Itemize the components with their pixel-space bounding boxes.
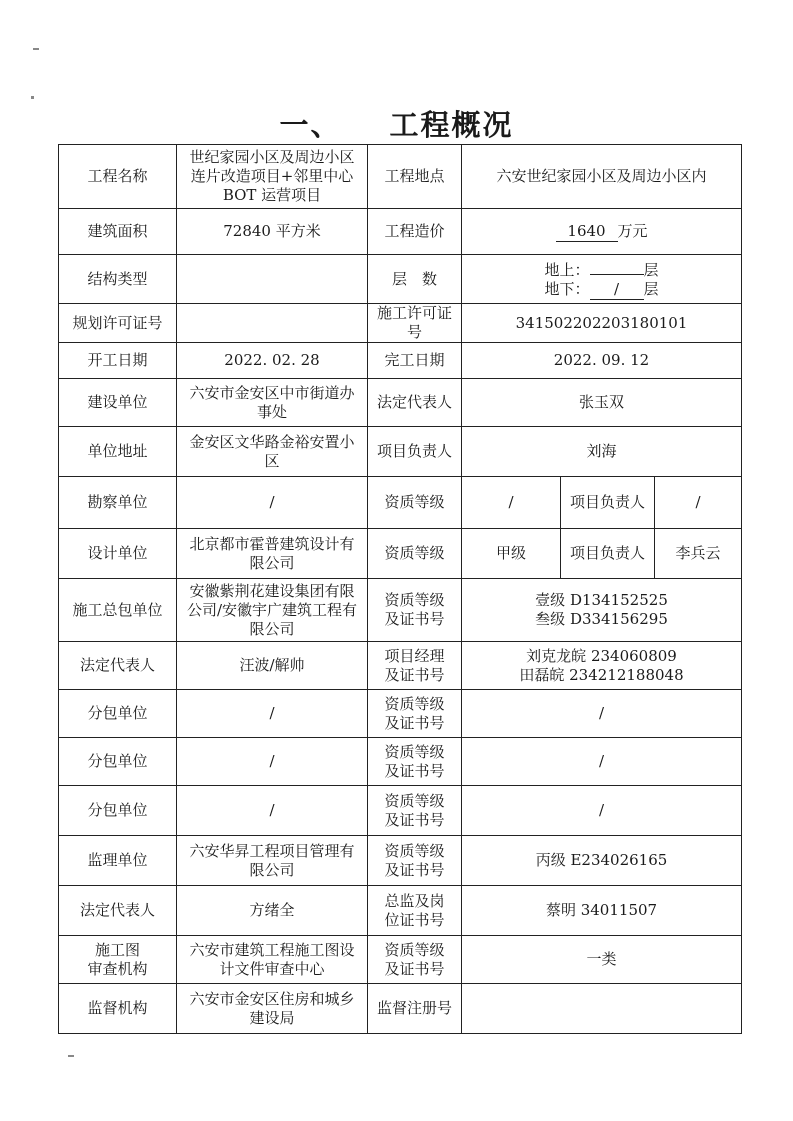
design-grade-label: 资质等级	[368, 529, 462, 579]
project-cost-cell	[462, 209, 742, 255]
construction-permit-value: 341502202203180101	[462, 304, 742, 343]
supervision-legal-rep-label: 法定代表人	[59, 886, 177, 936]
subcontractor-2-label: 分包单位	[59, 738, 177, 786]
survey-unit-value: /	[177, 477, 368, 529]
supervision-grade-label	[368, 836, 462, 886]
supervision-grade-value: 丙级 E234026165	[462, 836, 742, 886]
subcontractor-1-label: 分包单位	[59, 690, 177, 738]
subcontractor-2-grade-value: /	[462, 738, 742, 786]
project-manager-label	[368, 642, 462, 690]
table-row	[59, 343, 742, 379]
table-row	[59, 529, 742, 579]
survey-lead-value: /	[655, 477, 742, 529]
review-agency-label	[59, 936, 177, 984]
design-lead-label: 项目负责人	[561, 529, 655, 579]
project-cost-value: 1640	[556, 222, 618, 242]
builder-value: 六安市金安区中市街道办事处	[177, 379, 368, 427]
project-name-label: 工程名称	[59, 145, 177, 209]
review-grade-label	[368, 936, 462, 984]
supervision-grade-label-line1: 资质等级	[384, 841, 445, 860]
table-row	[59, 427, 742, 477]
builder-project-lead-label: 项目负责人	[368, 427, 462, 477]
subcontractor-1-grade-label-line1: 资质等级	[384, 694, 445, 713]
contractor-grade-value-line1: 壹级 D134152525	[535, 591, 668, 609]
contractor-grade-label-line2: 及证书号	[384, 610, 445, 628]
review-agency-label-line1: 施工图	[94, 940, 140, 959]
floor-unit: 层	[643, 261, 659, 279]
project-location-value: 六安世纪家园小区及周边小区内	[462, 145, 742, 209]
subcontractor-1-value: /	[177, 690, 368, 738]
contractor-legal-rep-label: 法定代表人	[59, 642, 177, 690]
end-date-value: 2022. 09. 12	[462, 343, 742, 379]
subcontractor-3-value: /	[177, 786, 368, 836]
chief-supervisor-label-line2: 位证书号	[384, 910, 445, 929]
table-row	[59, 209, 742, 255]
subcontractor-1-grade-label-line2: 及证书号	[384, 713, 445, 732]
structure-type-value	[177, 255, 368, 304]
page-title	[0, 103, 793, 144]
table-row	[59, 477, 742, 529]
review-agency-label-line2: 审查机构	[87, 959, 148, 978]
floors-cell	[462, 255, 742, 304]
table-row	[59, 936, 742, 984]
above-ground-label: 地上：	[544, 261, 590, 279]
contractor-grade-label	[368, 579, 462, 642]
table-row	[59, 886, 742, 936]
builder-legal-rep-label: 法定代表人	[368, 379, 462, 427]
table-row	[59, 255, 742, 304]
subcontractor-2-value: /	[177, 738, 368, 786]
table-row	[59, 738, 742, 786]
contractor-value: 安徽紫荆花建设集团有限公司/安徽宇广建筑工程有限公司	[177, 579, 368, 642]
project-name-value: 世纪家园小区及周边小区连片改造项目+邻里中心BOT 运营项目	[177, 145, 368, 209]
scan-mark	[31, 96, 34, 99]
project-manager-label-line2: 及证书号	[384, 665, 445, 684]
table-row	[59, 579, 742, 642]
project-overview-table	[58, 144, 742, 1034]
table-row	[59, 304, 742, 343]
chief-supervisor-value: 蔡明 34011507	[462, 886, 742, 936]
title-number: 一、	[279, 108, 342, 142]
project-location-label: 工程地点	[368, 145, 462, 209]
supervision-legal-rep-value: 方绪全	[177, 886, 368, 936]
supervisory-agency-value: 六安市金安区住房和城乡建设局	[177, 984, 368, 1034]
table-row	[59, 836, 742, 886]
supervision-grade-label-line2: 及证书号	[384, 860, 445, 879]
survey-grade-value: /	[462, 477, 561, 529]
project-manager-value-line2: 田磊皖 234212188048	[519, 665, 684, 684]
scan-mark	[33, 48, 39, 50]
building-area-label: 建筑面积	[59, 209, 177, 255]
design-unit-label: 设计单位	[59, 529, 177, 579]
builder-label: 建设单位	[59, 379, 177, 427]
supervision-registration-value	[462, 984, 742, 1034]
building-area-value: 72840 平方米	[177, 209, 368, 255]
table-row	[59, 642, 742, 690]
design-unit-value: 北京都市霍普建筑设计有限公司	[177, 529, 368, 579]
supervision-registration-label: 监督注册号	[368, 984, 462, 1034]
floors-label: 层 数	[368, 255, 462, 304]
above-ground-value	[590, 258, 644, 275]
below-ground-value: /	[590, 280, 644, 300]
supervisory-agency-label: 监督机构	[59, 984, 177, 1034]
contractor-grade-value-line2: 叁级 D334156295	[535, 610, 668, 628]
unit-address-value: 金安区文华路金裕安置小区	[177, 427, 368, 477]
below-ground-label: 地下：	[544, 280, 590, 298]
survey-grade-label: 资质等级	[368, 477, 462, 529]
design-grade-value: 甲级	[462, 529, 561, 579]
chief-supervisor-label	[368, 886, 462, 936]
subcontractor-2-grade-label	[368, 738, 462, 786]
start-date-value: 2022. 02. 28	[177, 343, 368, 379]
subcontractor-2-grade-label-line1: 资质等级	[384, 742, 445, 761]
review-agency-value: 六安市建筑工程施工图设计文件审查中心	[177, 936, 368, 984]
start-date-label: 开工日期	[59, 343, 177, 379]
table-row	[59, 984, 742, 1034]
table-row	[59, 690, 742, 738]
scan-mark	[68, 1055, 74, 1057]
unit-address-label: 单位地址	[59, 427, 177, 477]
table-row	[59, 379, 742, 427]
review-grade-value: 一类	[462, 936, 742, 984]
review-grade-label-line1: 资质等级	[384, 940, 445, 959]
supervision-unit-value: 六安华昇工程项目管理有限公司	[177, 836, 368, 886]
floor-unit: 层	[643, 280, 659, 298]
title-text: 工程概况	[389, 108, 514, 142]
table-row	[59, 786, 742, 836]
subcontractor-1-grade-label	[368, 690, 462, 738]
subcontractor-3-grade-label-line1: 资质等级	[384, 791, 445, 810]
project-cost-label: 工程造价	[368, 209, 462, 255]
survey-unit-label: 勘察单位	[59, 477, 177, 529]
builder-legal-rep-value: 张玉双	[462, 379, 742, 427]
supervision-unit-label: 监理单位	[59, 836, 177, 886]
chief-supervisor-label-line1: 总监及岗	[384, 891, 445, 910]
design-lead-value: 李兵云	[655, 529, 742, 579]
project-manager-label-line1: 项目经理	[384, 646, 445, 665]
end-date-label: 完工日期	[368, 343, 462, 379]
builder-project-lead-value: 刘海	[462, 427, 742, 477]
project-cost-unit: 万元	[617, 221, 648, 240]
subcontractor-3-label: 分包单位	[59, 786, 177, 836]
contractor-grade-value	[462, 579, 742, 642]
review-grade-label-line2: 及证书号	[384, 959, 445, 978]
structure-type-label: 结构类型	[59, 255, 177, 304]
survey-lead-label: 项目负责人	[561, 477, 655, 529]
subcontractor-3-grade-value: /	[462, 786, 742, 836]
table-row	[59, 145, 742, 209]
contractor-label: 施工总包单位	[59, 579, 177, 642]
planning-permit-value	[177, 304, 368, 343]
subcontractor-1-grade-value: /	[462, 690, 742, 738]
subcontractor-3-grade-label-line2: 及证书号	[384, 810, 445, 829]
project-manager-value-line1: 刘克龙皖 234060809	[526, 646, 677, 665]
subcontractor-2-grade-label-line2: 及证书号	[384, 761, 445, 780]
contractor-grade-label-line1: 资质等级	[384, 591, 445, 609]
subcontractor-3-grade-label	[368, 786, 462, 836]
planning-permit-label: 规划许可证号	[59, 304, 177, 343]
construction-permit-label: 施工许可证号	[368, 304, 462, 343]
project-manager-value	[462, 642, 742, 690]
contractor-legal-rep-value: 汪波/解帅	[177, 642, 368, 690]
